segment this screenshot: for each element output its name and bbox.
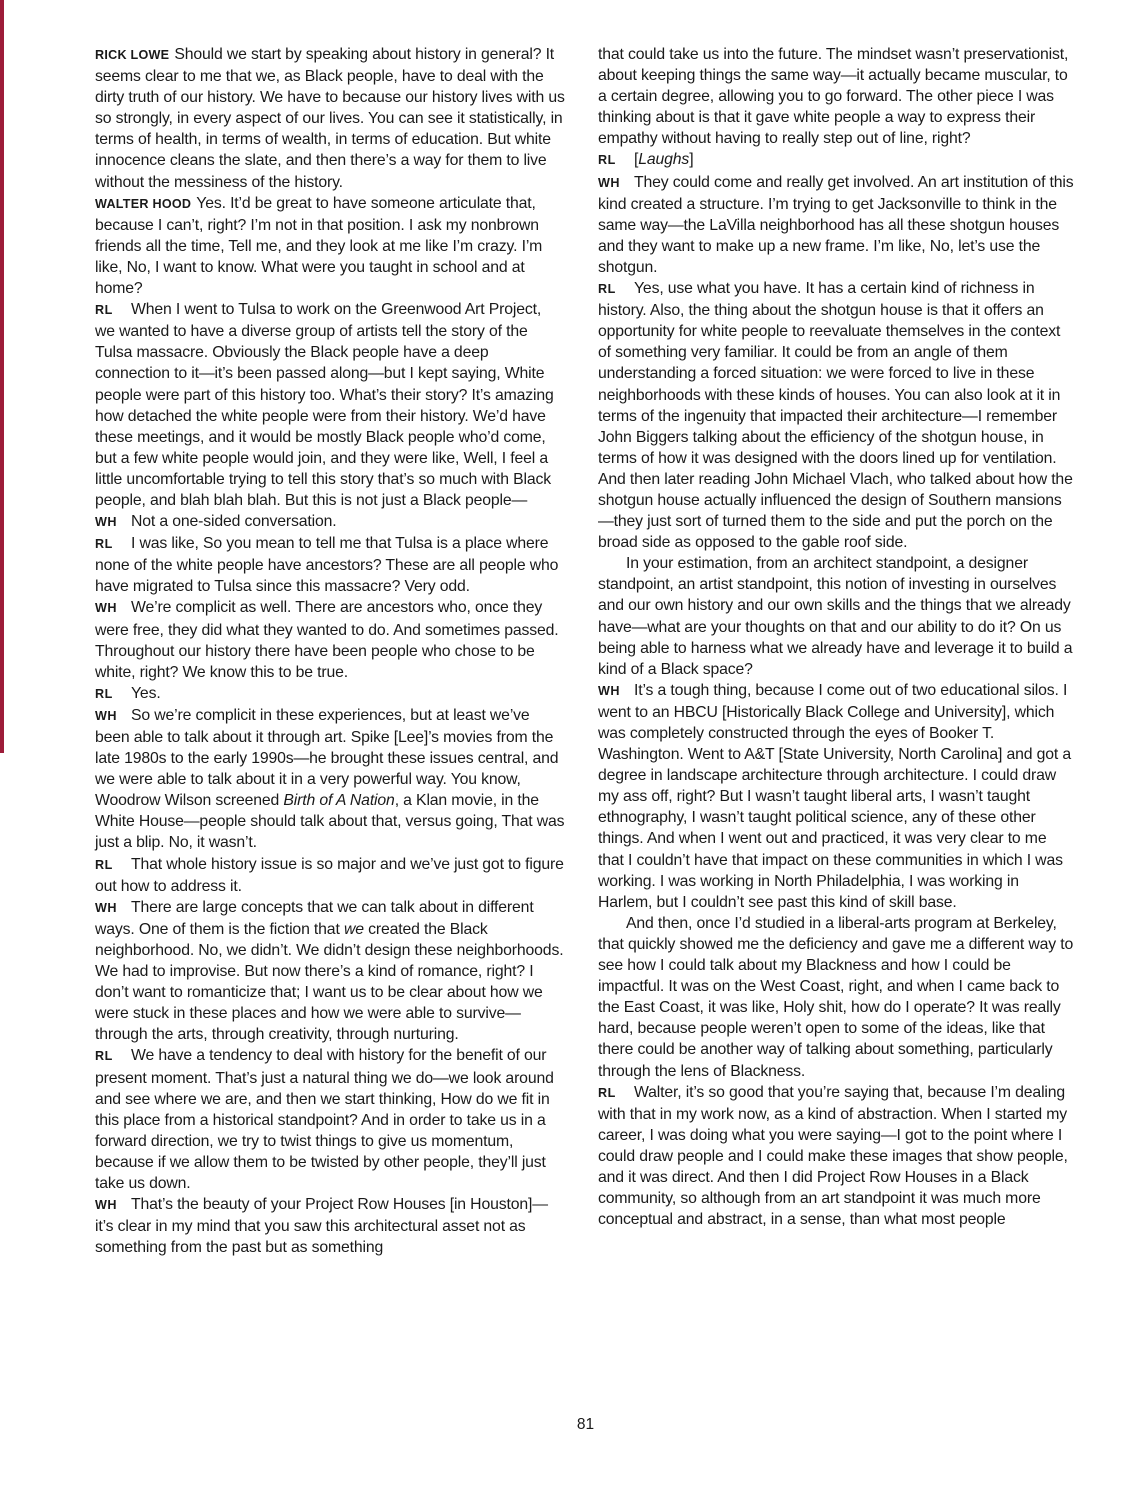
paragraph-text: I was like, So you mean to tell me that Tulsa is a place where none of the white people have ancestors? These are all people who have migrated to Tulsa since this massacre? Very odd. — [95, 535, 559, 596]
paragraph-text: In your estimation, from an architect standpoint, a designer standpoint, an artist standpoint, this notion of investing in ourselves and our own history and our own skills and the things that we already have—what are your thoughts on that and our ability to do it? On us being able to harness what we already have and leverage it to build a kind of a Black space? — [598, 555, 1073, 678]
transcript-paragraph — [95, 683, 565, 705]
column-left — [95, 44, 565, 1258]
paragraph-text: They could come and really get involved. An art institution of this kind created a structure. I’m trying to get Jacksonville to think in the same way—the LaVilla neighborhood has all these shotgun houses and they want to make up a new frame. I’m like, No, let’s use the shotgun. — [598, 173, 1074, 276]
transcript-paragraph — [598, 680, 1076, 913]
transcript-paragraph — [598, 44, 1076, 149]
paragraph-text: ] — [689, 151, 694, 169]
transcript-paragraph — [598, 1082, 1076, 1231]
speaker-label: WH — [95, 601, 117, 616]
speaker-label: RL — [598, 153, 616, 168]
transcript-paragraph — [95, 193, 565, 299]
transcript-paragraph — [598, 553, 1076, 680]
paragraph-text: There are large concepts that we can talk about in different ways. One of them is the fiction that — [95, 898, 534, 938]
transcript-paragraph — [598, 149, 1076, 171]
paragraph-text: Yes. It’d be great to have someone articulate that, because I can’t, right? I’m not in that position. I ask my nonbrown friends all the time, Tell me, and they look at me like I’m crazy. I’m like, No, I want to know. What were you taught in school and at home? — [95, 194, 543, 298]
paragraph-text: That’s the beauty of your Project Row Houses [in Houston]—it’s clear in my mind that you saw this architectural asset not as something from the past but as something — [95, 1196, 548, 1257]
paragraph-text: It’s a tough thing, because I come out of two educational silos. I went to an HBCU [Historically Black College and University], which was completely constructed through the eyes of Booker T. Washington. Went to A&T [State University, North Carolina] and got a degree in landscape architecture through architecture. I could draw my ass off, right? But I wasn’t taught liberal arts, I wasn’t taught ethnography, I wasn’t taught political science, any of these other things. And when I went out and practiced, it was very clear to me that I couldn’t have that impact on these communities in which I was working. I was working in North Philadelphia, I was working in Harlem, but I couldn’t see past this kind of skill base. — [598, 681, 1072, 911]
paragraph-text: And then, once I’d studied in a liberal-arts program at Berkeley, that quickly showed me the deficiency and gave me a different way to see how I could talk about my Blackness and how I could be impactful. It was on the West Coast, right, and when I came back to the East Coast, it was like, Holy shit, how do I operate? It was really hard, because people weren’t open to some of the ideas, like that there could be another way of talking about something, particularly through the lens of Blackness. — [598, 914, 1074, 1080]
accent-bar — [0, 0, 4, 753]
paragraph-text: [ — [634, 151, 639, 169]
paragraph-text: that could take us into the future. The mindset wasn’t preservationist, about keeping things the same way—it actually became muscular, to a certain degree, allowing you to go forward. The other piece I was thinking about is that it gave white people a way to express their empathy without having to really step out of line, right? — [598, 46, 1069, 148]
paragraph-text: Laughs — [638, 151, 690, 169]
paragraph-text: , a Klan movie, in the White House—people should talk about that, versus going, That was just a blip. No, it wasn’t. — [95, 792, 565, 852]
speaker-label: RL — [598, 282, 616, 297]
paragraph-text: So we’re complicit in these experiences, but at least we’ve been able to talk about it through art. Spike [Lee]’s movies from the late 1980s to the early 1990s—he brought these issues central, and we were able to talk about it in a very powerful way. You know, Woodrow Wilson screened — [95, 706, 559, 810]
speaker-label: RL — [95, 537, 113, 552]
speaker-label: RL — [95, 1049, 113, 1064]
paragraph-text: Not a one-sided conversation. — [131, 513, 337, 531]
transcript-paragraph — [598, 278, 1076, 553]
speaker-label: WH — [95, 708, 117, 723]
speaker-label: WH — [95, 515, 117, 530]
column-right — [598, 44, 1076, 1258]
transcript-paragraph — [95, 299, 565, 511]
speaker-label: RL — [95, 303, 113, 318]
paragraph-text: We have a tendency to deal with history for the benefit of our present moment. That’s just a natural thing we do—we look around and see where we are, and then we start thinking, How do we fit in this place from a historical standpoint? And in order to take us in a forward direction, we try to twist things to give us momentum, because if we allow them to be twisted by other people, they’ll just take us down. — [95, 1047, 554, 1192]
transcript-paragraph — [95, 897, 565, 1046]
paragraph-text: Birth of A Nation — [283, 792, 395, 810]
transcript-paragraph — [95, 511, 565, 533]
speaker-label: RL — [95, 857, 113, 872]
paragraph-text: We’re complicit as well. There are ancestors who, once they were free, they did what they wanted to do. And sometimes passed. Throughout our history there have been people who chose to be white, right? We know this to be true. — [95, 599, 559, 681]
transcript-paragraph — [95, 854, 565, 897]
transcript-paragraph — [95, 1045, 565, 1194]
transcript-paragraph — [95, 1194, 565, 1258]
speaker-label: WH — [95, 1198, 117, 1213]
speaker-label: WH — [598, 683, 620, 698]
transcript-paragraph — [95, 44, 565, 193]
transcript-paragraph — [95, 705, 565, 854]
paragraph-text: we — [343, 920, 364, 938]
speaker-label: WH — [95, 900, 117, 915]
transcript-paragraph — [598, 172, 1076, 278]
speaker-label: WH — [598, 175, 620, 190]
transcript-paragraph — [598, 913, 1076, 1082]
speaker-label: RL — [598, 1085, 616, 1100]
paragraph-text: Walter, it’s so good that you’re saying that, because I’m dealing with that in my work now, as a kind of abstraction. When I started my career, I was doing what you were saying—I got to the point where I could draw people and I could make these images that show people, and it was direct. And then I did Project Row Houses in a Black community, so although from an art standpoint it was much more conceptual and abstract, in a sense, than what most people — [598, 1083, 1068, 1229]
speaker-label: RL — [95, 686, 113, 701]
page-number: 81 — [576, 1416, 595, 1433]
transcript-columns — [95, 44, 1076, 1258]
paragraph-text: That whole history issue is so major and we’ve just got to figure out how to address it. — [95, 855, 564, 895]
speaker-label: WALTER HOOD — [95, 196, 192, 211]
paragraph-text: When I went to Tulsa to work on the Greenwood Art Project, we wanted to have a diverse group of artists tell the story of the Tulsa massacre. Obviously the Black people have a deep connection to it—it’s been passed along—but I kept saying, White people were part of this history too. What’s their story? It’s amazing how detached the white people were from their history. We’d have these meetings, and it would be mostly Black people who’d come, but a few white people would join, and they were like, Well, I feel a little uncomfortable trying to tell this story that’s so much with Black people, and blah blah blah. But this is not just a Black people— — [95, 301, 554, 509]
transcript-paragraph — [95, 597, 565, 682]
speaker-label: RICK LOWE — [95, 48, 170, 62]
paragraph-text: Yes. — [131, 684, 161, 702]
paragraph-text: created the Black neighborhood. No, we didn’t. We didn’t design these neighborhoods. We had to improvise. But now there’s a kind of romance, right? I don’t want to romanticize that; I want us to be clear about how we were stuck in these places and how we were able to survive—through the arts, through creativity, through nurturing. — [95, 920, 564, 1044]
paragraph-text: Should we start by speaking about history in general? It seems clear to me that we, as Black people, have to deal with the dirty truth of our history. We have to because our history lives with us so strongly, in every aspect of our lives. You can see it statistically, in terms of health, in terms of wealth, in terms of education. But white innocence cleans the slate, and then there’s a way for them to live without the messiness of the history. — [95, 46, 565, 191]
transcript-paragraph — [95, 533, 565, 597]
paragraph-text: Yes, use what you have. It has a certain kind of richness in history. Also, the thing about the shotgun house is that it offers an opportunity for white people to reevaluate themselves in the context of something very familiar. It could be from an angle of them understanding a forced situation: we were forced to live in these neighborhoods with these kinds of houses. You can also look at it in terms of the ingenuity that impacted their architecture—I remember John Biggers talking about the efficiency of the shotgun house, in terms of how it was designed with the doors lined up for ventilation. And then later reading John Michael Vlach, who talked about how the shotgun house actually influenced the design of Southern mansions—they just sort of turned them to the side and put the porch on the broad side as opposed to the gable roof side. — [598, 280, 1073, 552]
